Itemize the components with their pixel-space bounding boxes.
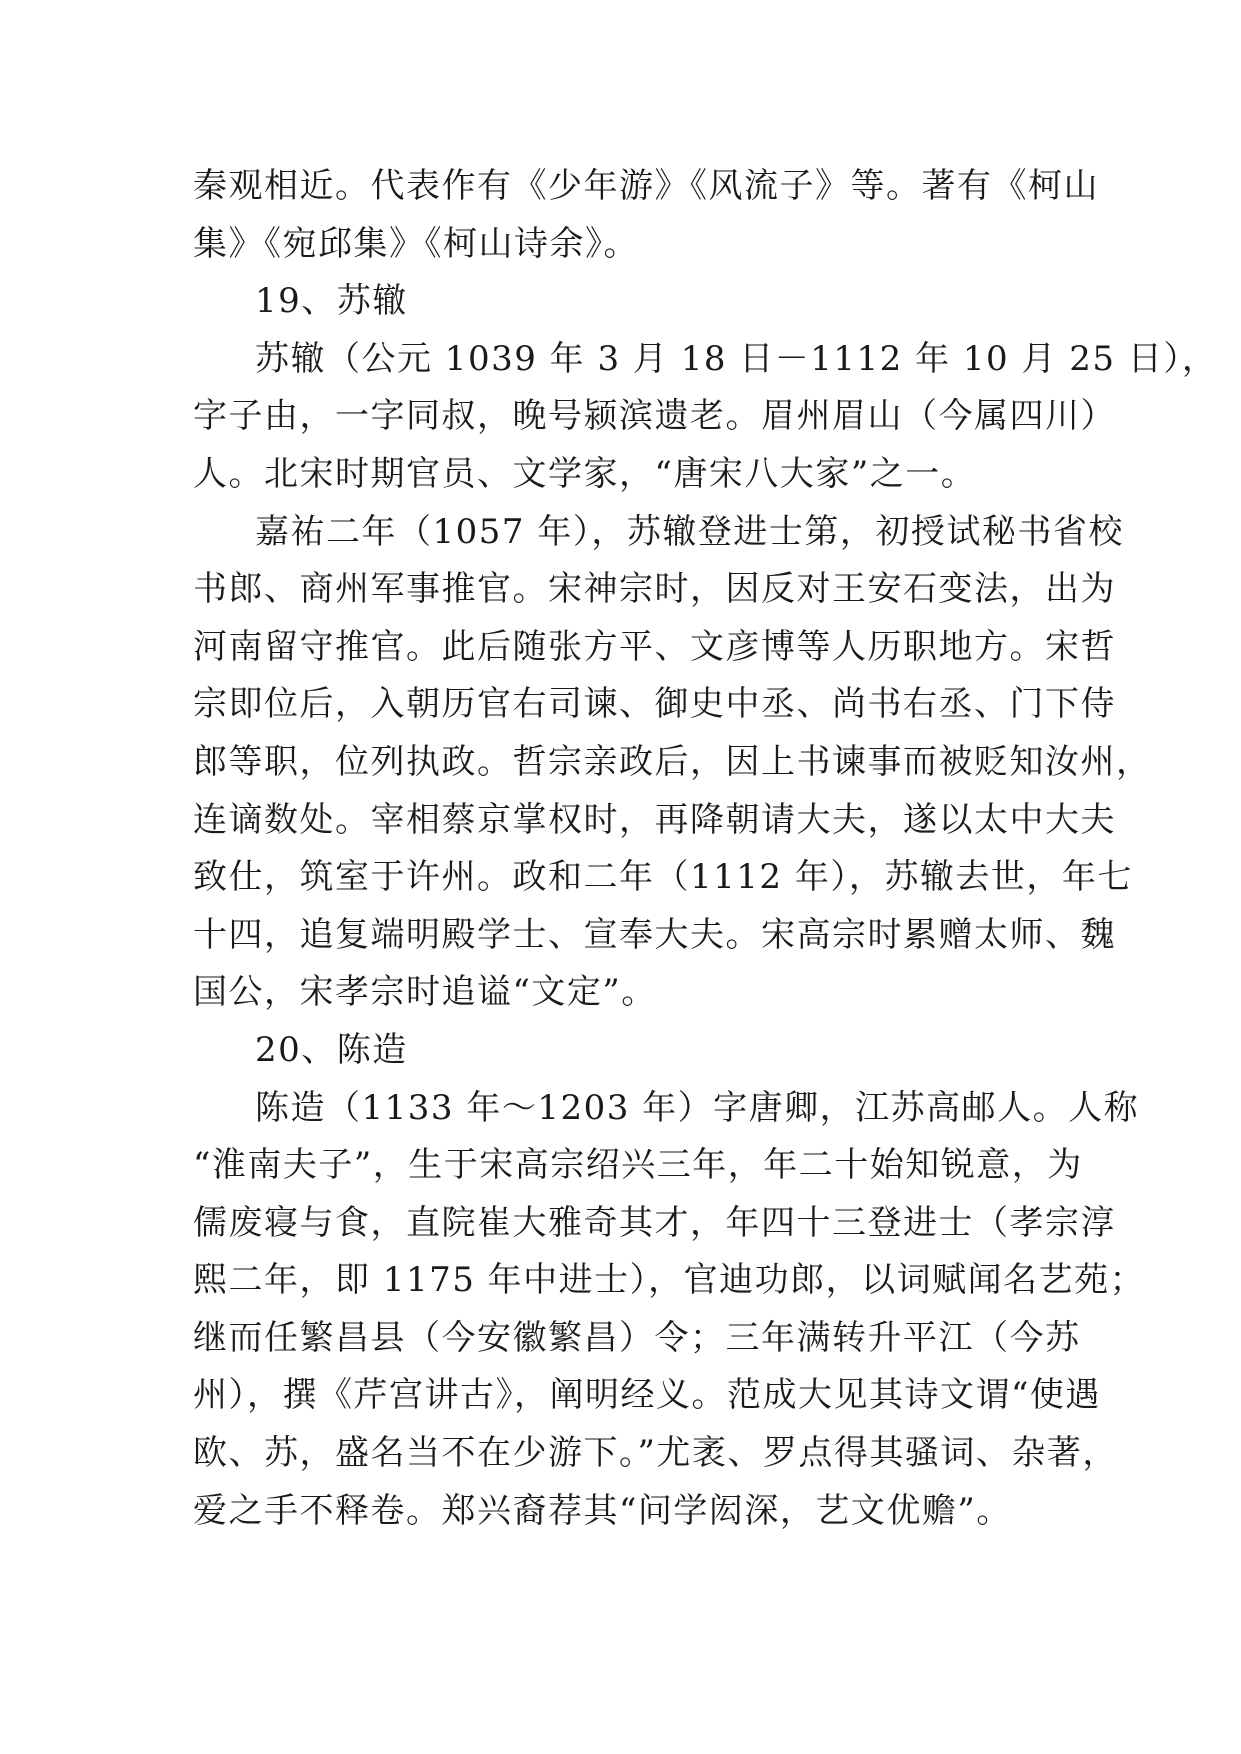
text-line: 熙二年，即 1175 年中进士），官迪功郎，以词赋闻名艺苑； <box>193 1260 1146 1301</box>
text-line: 书郎、商州军事推官。宋神宗时，因反对王安石变法，出为 <box>193 569 1116 610</box>
text-line: 连谪数处。宰相蔡京掌权时，再降朝请大夫，遂以太中大夫 <box>193 799 1116 840</box>
text-line: 欧、苏，盛名当不在少游下。”尤袤、罗点得其骚词、杂著， <box>193 1433 1118 1474</box>
text-line: 儒废寝与食，直院崔大雅奇其才，年四十三登进士（孝宗淳 <box>193 1202 1116 1243</box>
text-line: 郎等职，位列执政。哲宗亲政后，因上书谏事而被贬知汝州， <box>193 741 1152 782</box>
text-line: 苏辙（公元 1039 年 3 月 18 日－1112 年 10 月 25 日）， <box>255 338 1218 379</box>
document-page <box>193 158 1218 1540</box>
text-line: 集》《宛邱集》《柯山诗余》。 <box>193 223 639 264</box>
text-line: 嘉祐二年（1057 年），苏辙登进士第，初授试秘书省校 <box>255 511 1124 552</box>
text-line: 陈造（1133 年～1203 年）字唐卿，江苏高邮人。人称 <box>255 1087 1140 1128</box>
text-line: “淮南夫子”，生于宋高宗绍兴三年，年二十始知锐意，为 <box>193 1145 1083 1186</box>
text-line: 州），撰《芹宫讲古》，阐明经义。范成大见其诗文谓“使遇 <box>193 1375 1101 1416</box>
text-line: 河南留守推官。此后随张方平、文彦博等人历职地方。宋哲 <box>193 626 1116 667</box>
text-line: 宗即位后，入朝历官右司谏、御史中丞、尚书右丞、门下侍 <box>193 684 1116 725</box>
text-line: 人。北宋时期官员、文学家，“唐宋八大家”之一。 <box>193 453 977 494</box>
section-heading: 20、陈造 <box>255 1029 408 1070</box>
text-line: 十四，追复端明殿学士、宣奉大夫。宋高宗时累赠太师、魏 <box>193 914 1116 955</box>
text-line: 爱之手不释卷。郑兴裔荐其“问学闳深，艺文优赡”。 <box>193 1490 1012 1531</box>
text-line: 致仕，筑室于许州。政和二年（1112 年），苏辙去世，年七 <box>193 857 1133 898</box>
text-line: 字子由，一字同叔，晚号颍滨遗老。眉州眉山（今属四川） <box>193 396 1116 437</box>
section-heading: 19、苏辙 <box>255 281 408 322</box>
text-line: 继而任繁昌县（今安徽繁昌）令；三年满转升平江（今苏 <box>193 1317 1081 1358</box>
text-line: 国公，宋孝宗时追谥“文定”。 <box>193 972 657 1013</box>
text-line: 秦观相近。代表作有《少年游》《风流子》等。著有《柯山 <box>193 166 1099 206</box>
